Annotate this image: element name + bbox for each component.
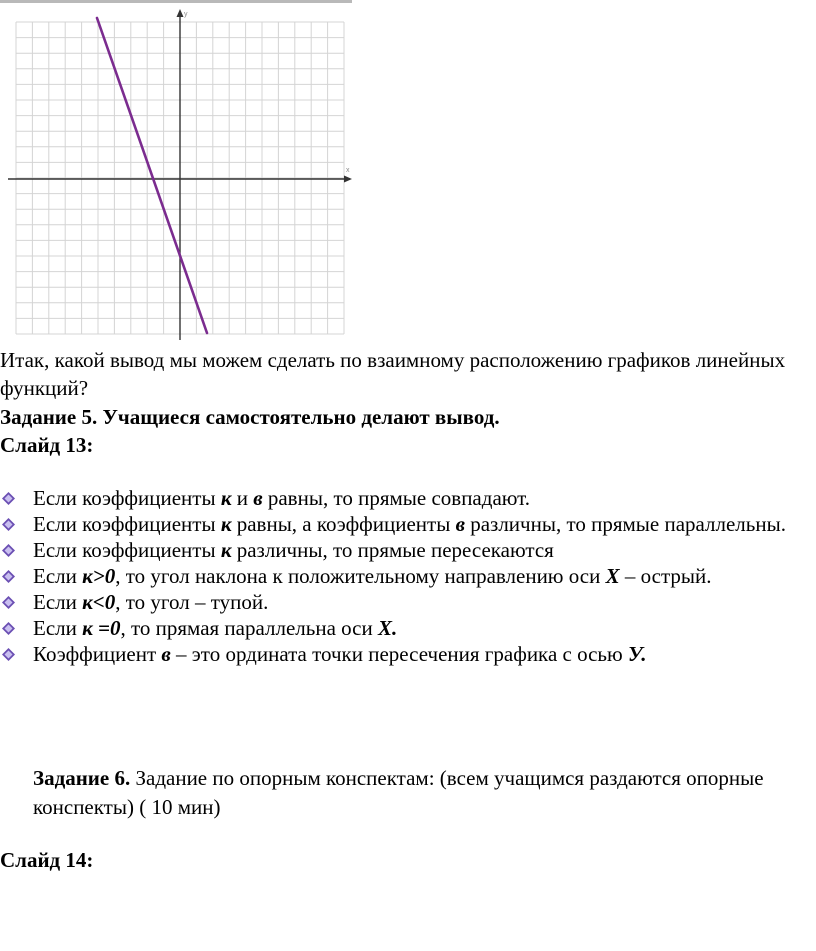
list-item-text: Если коэффициенты [33,486,221,510]
slide13-heading: Слайд 13: [0,433,94,457]
list-item-text: Если [33,616,83,640]
list-item-text: , то угол наклона к положительному направлению оси [115,564,606,588]
list-item-text: – это ордината точки пересечения графика с осью [170,642,628,666]
function-line [97,18,207,333]
coefficient-symbol: к [220,486,232,510]
x-axis-label: x [346,167,350,174]
list-item [0,589,816,615]
coefficient-symbol: к [220,538,232,562]
coefficient-symbol: в [253,486,263,510]
task6-label: Задание 6. [33,766,131,790]
diamond-bullet-icon [2,596,15,609]
intro-question: Итак, какой вывод мы можем сделать по взаимному расположению графиков линейных функций? [0,348,786,400]
list-item-text: равны, а коэффициенты [231,512,456,536]
x-axis-arrow-icon [344,176,352,183]
list-item-text: Если [33,564,83,588]
coefficient-symbol: Х [605,564,620,588]
list-item [0,511,816,537]
list-item-text: и [231,486,254,510]
linear-function-graph [0,0,360,345]
diamond-bullet-icon [2,492,15,505]
list-item-text: различны, то прямые параллельны. [464,512,786,536]
diamond-bullet-icon [2,570,15,583]
y-axis-label: y [184,11,188,18]
list-item-text: равны, то прямые совпадают. [262,486,531,510]
coefficient-symbol: в [161,642,171,666]
list-item [0,537,816,563]
list-item-text: Если коэффициенты [33,538,221,562]
coefficient-symbol: к [220,512,232,536]
task6-paragraph [33,764,803,822]
conclusion-list [0,485,816,667]
coefficient-symbol: Х. [377,616,398,640]
coefficient-symbol: в [455,512,465,536]
diamond-bullet-icon [2,544,15,557]
list-item [0,485,816,511]
list-item [0,563,816,589]
diamond-bullet-icon [2,622,15,635]
slide14-heading: Слайд 14: [0,848,94,872]
list-item-text: , то прямая параллельна оси [120,616,378,640]
coefficient-symbol: к =0 [82,616,121,640]
list-item-text: различны, то прямые пересекаются [231,538,554,562]
diamond-bullet-icon [2,648,15,661]
task6-text: Задание по опорным конспектам: (всем учащимся раздаются опорные конспекты) ( 10 мин) [33,766,764,819]
list-item-text: , то угол – тупой. [115,590,269,614]
coefficient-symbol: к<0 [82,590,116,614]
coefficient-symbol: У. [627,642,647,666]
list-item [0,641,816,667]
list-item-text: – острый. [619,564,712,588]
y-axis-arrow-icon [177,9,184,17]
list-item-text: Если коэффициенты [33,512,221,536]
list-item [0,615,816,641]
coefficient-symbol: к>0 [82,564,116,588]
task5-heading: Задание 5. Учащиеся самостоятельно делают вывод. [0,405,500,429]
diamond-bullet-icon [2,518,15,531]
list-item-text: Коэффициент [33,642,162,666]
list-item-text: Если [33,590,83,614]
